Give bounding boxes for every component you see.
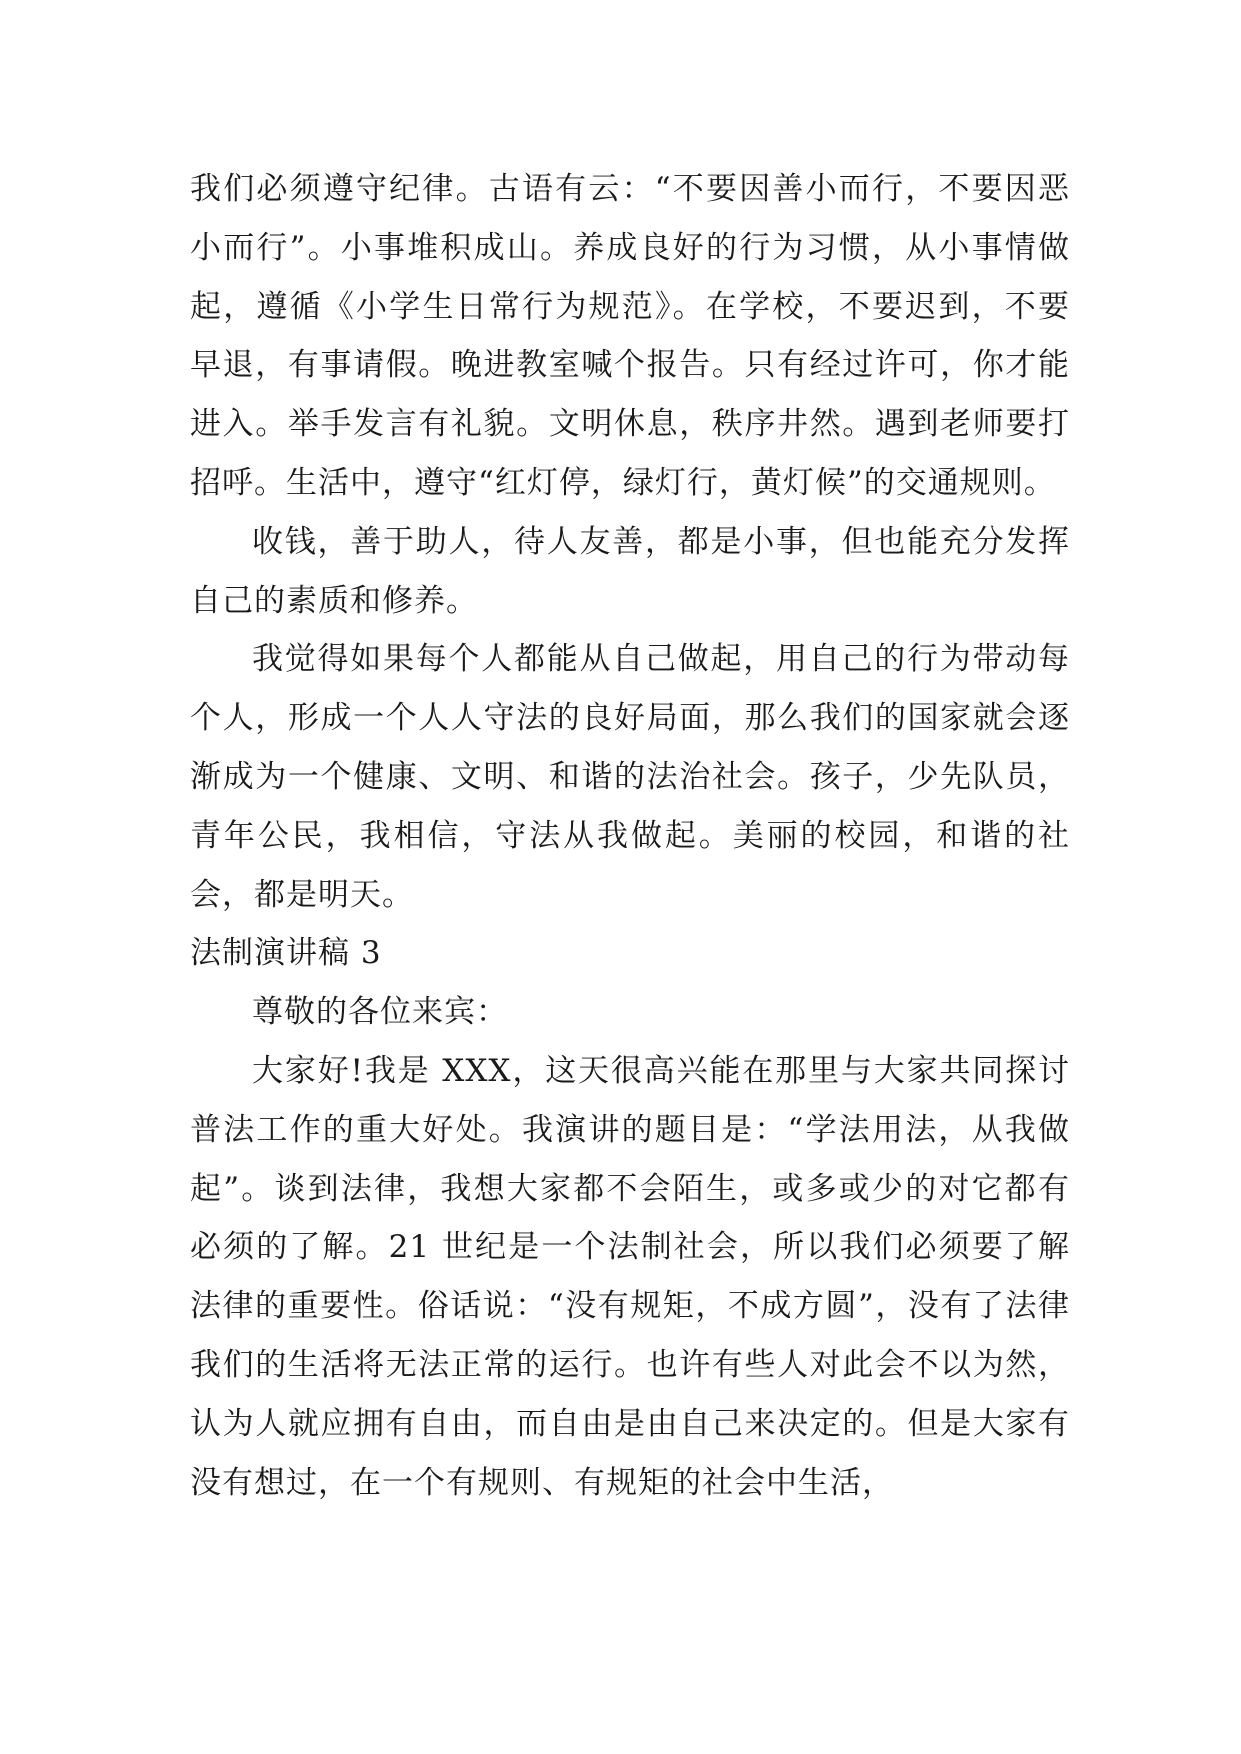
- paragraph-kindness: 收钱，善于助人，待人友善，都是小事，但也能充分发挥自己的素质和修养。: [190, 523, 1070, 619]
- paragraph-discipline: 我们必须遵守纪律。古语有云：“不要因善小而行，不要因恶小而行”。小事堆积成山。养成良好的行为习惯，从小事情做起，遵循《小学生日常行为规范》。在学校，不要迟到，不要早退，有事请假。晚进教室喊个报告。只有经过许可，你才能进入。举手发言有礼貌。文明休息，秩序井然。遇到老师要打招呼。生活中，遵守“红灯停，绿灯行，黄灯候”的交通规则。: [190, 171, 1070, 501]
- document-body: [190, 160, 1070, 1512]
- paragraph-salutation: 尊敬的各位来宾：: [252, 994, 508, 1031]
- section-heading: 法制演讲稿 3: [190, 935, 382, 972]
- paragraph-speech-opening: 大家好!我是 XXX，这天很高兴能在那里与大家共同探讨普法工作的重大好处。我演讲的题目是：“学法用法，从我做起”。谈到法律，我想大家都不会陌生，或多或少的对它都有必须的了解。21 世纪是一个法制社会，所以我们必须要了解法律的重要性。俗话说：“没有规矩，不成方圆”，没有了法律我们的生活将无法正常的运行。也许有些人对此会不以为然，认为人就应拥有自由，而自由是由自己来决定的。但是大家有没有想过，在一个有规则、有规矩的社会中生活，: [190, 1052, 1070, 1501]
- paragraph-rule-of-law: 我觉得如果每个人都能从自己做起，用自己的行为带动每个人，形成一个人人守法的良好局面，那么我们的国家就会逐渐成为一个健康、文明、和谐的法治社会。孩子，少先队员，青年公民，我相信，守法从我做起。美丽的校园，和谐的社会，都是明天。: [190, 641, 1070, 913]
